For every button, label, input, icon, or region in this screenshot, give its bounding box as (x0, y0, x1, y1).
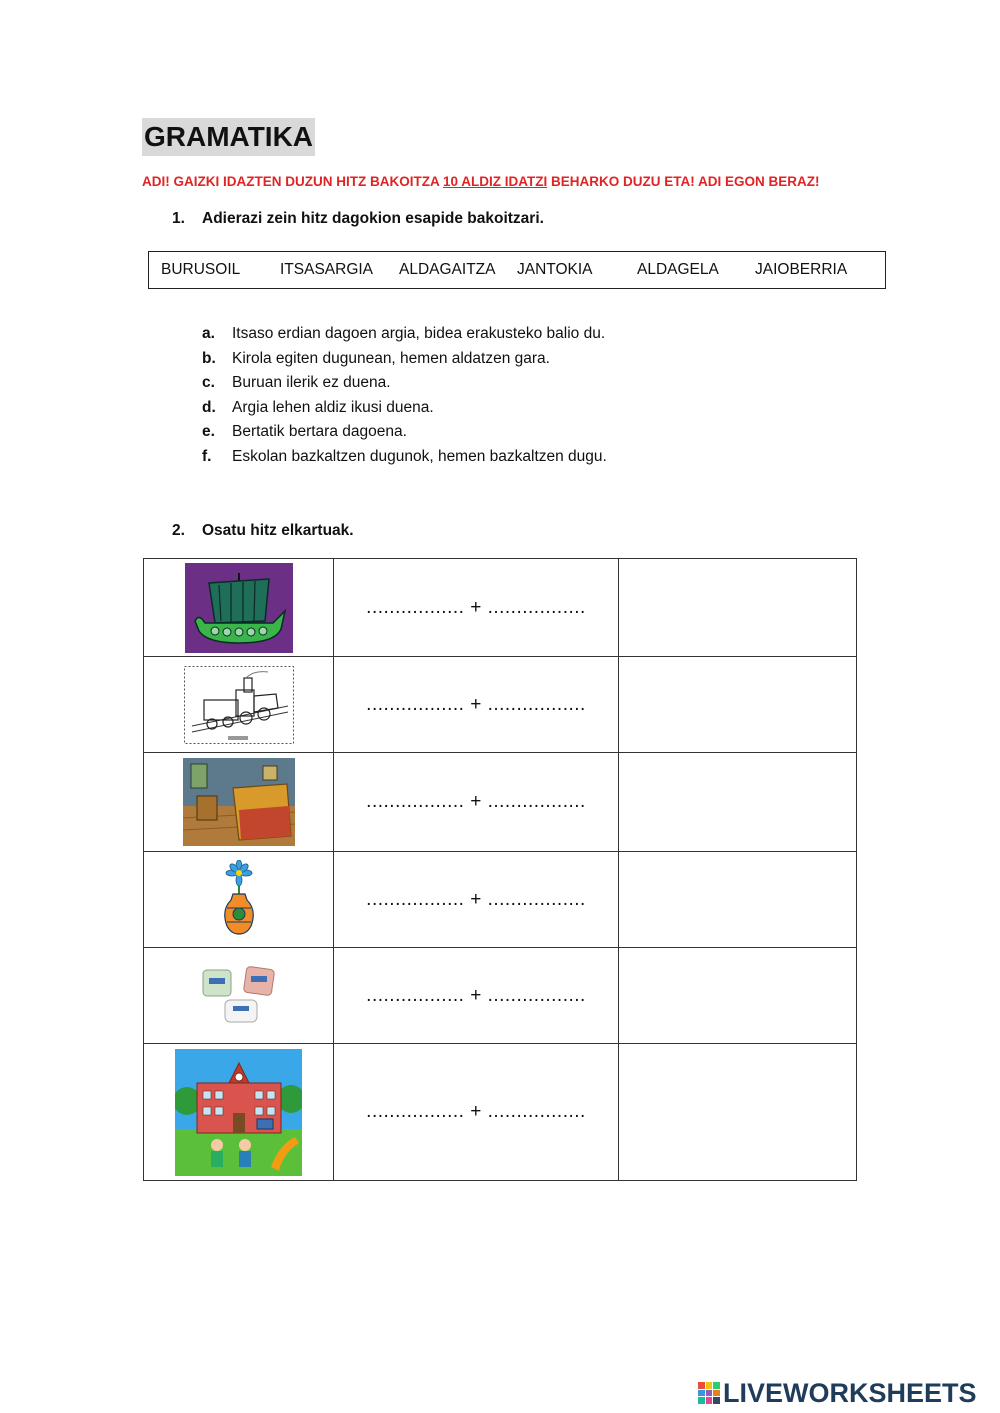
list-item (202, 347, 607, 372)
compound-blank[interactable]: ................. + ................. (334, 852, 619, 948)
compound-words-table (143, 558, 857, 1181)
exercise-1-heading (172, 210, 544, 228)
list-item (202, 420, 607, 445)
definition-list (202, 322, 607, 469)
image-cell (144, 559, 334, 657)
answer-cell[interactable] (619, 657, 857, 753)
item-text: Buruan ilerik ez duena. (232, 374, 391, 391)
answer-cell[interactable] (619, 852, 857, 948)
list-item (202, 445, 607, 470)
compound-blank[interactable]: ................. + ................. (334, 657, 619, 753)
table-row (144, 657, 857, 753)
table-row (144, 753, 857, 852)
exercise-1-number: 1. (172, 210, 185, 227)
warning-text (142, 174, 819, 189)
warning-part-1: ADI! GAIZKI IDAZTEN DUZUN HITZ BAKOITZA (142, 174, 443, 189)
flower-vase-picture (189, 860, 289, 940)
item-text: Kirola egiten dugunean, hemen aldatzen gara. (232, 349, 550, 367)
page-title: GRAMATIKA (142, 118, 315, 156)
word-bank-item: ITSASARGIA (280, 261, 374, 278)
word-bank-item: JANTOKIA (517, 261, 593, 278)
erasers-picture (189, 960, 289, 1032)
compound-blank[interactable]: ................. + ................. (334, 753, 619, 852)
image-cell (144, 657, 334, 753)
list-item (202, 396, 607, 421)
table-row (144, 1044, 857, 1181)
image-cell (144, 753, 334, 852)
answer-cell[interactable] (619, 1044, 857, 1181)
image-cell (144, 948, 334, 1044)
exercise-2-number: 2. (172, 522, 185, 539)
exercise-2-instruction: Osatu hitz elkartuak. (202, 522, 354, 539)
exercise-1-instruction: Adierazi zein hitz dagokion esapide bakoitzari. (202, 210, 544, 227)
compound-blank[interactable]: ................. + ................. (334, 948, 619, 1044)
image-cell (144, 1044, 334, 1181)
answer-cell[interactable] (619, 559, 857, 657)
item-letter: a. (202, 325, 215, 342)
steam-train-picture (184, 666, 294, 744)
answer-cell[interactable] (619, 948, 857, 1044)
compound-blank[interactable]: ................. + ................. (334, 559, 619, 657)
item-letter: b. (202, 349, 216, 367)
list-item (202, 371, 607, 396)
viking-ship-picture (185, 563, 293, 653)
word-bank-item: BURUSOIL (161, 261, 241, 278)
item-text: Argia lehen aldiz ikusi duena. (232, 398, 434, 416)
word-bank (148, 251, 886, 289)
item-letter: f. (202, 447, 212, 465)
item-text: Eskolan bazkaltzen dugunok, hemen bazkaltzen dugu. (232, 447, 607, 465)
bedroom-painting-picture (183, 758, 295, 846)
item-letter: d. (202, 398, 216, 416)
table-row (144, 559, 857, 657)
list-item (202, 322, 607, 347)
item-letter: c. (202, 374, 215, 391)
item-text: Bertatik bertara dagoena. (232, 423, 407, 440)
word-bank-item: ALDAGAITZA (399, 261, 496, 278)
table-row (144, 852, 857, 948)
answer-cell[interactable] (619, 753, 857, 852)
logo-text: LIVEWORKSHEETS (723, 1377, 977, 1408)
logo-icon (698, 1382, 720, 1404)
item-letter: e. (202, 423, 215, 440)
table-row (144, 948, 857, 1044)
item-text: Itsaso erdian dagoen argia, bidea erakusteko balio du. (232, 325, 606, 342)
warning-underlined: 10 ALDIZ IDATZI (442, 174, 548, 189)
compound-blank[interactable]: ................. + ................. (334, 1044, 619, 1181)
school-building-picture (175, 1049, 302, 1176)
exercise-2-heading (172, 522, 354, 540)
word-bank-item: ALDAGELA (637, 261, 719, 278)
image-cell (144, 852, 334, 948)
liveworksheets-logo (698, 1376, 977, 1410)
warning-part-2: BEHARKO DUZU ETA! ADI EGON BERAZ! (547, 174, 820, 189)
word-bank-item: JAIOBERRIA (755, 261, 848, 278)
